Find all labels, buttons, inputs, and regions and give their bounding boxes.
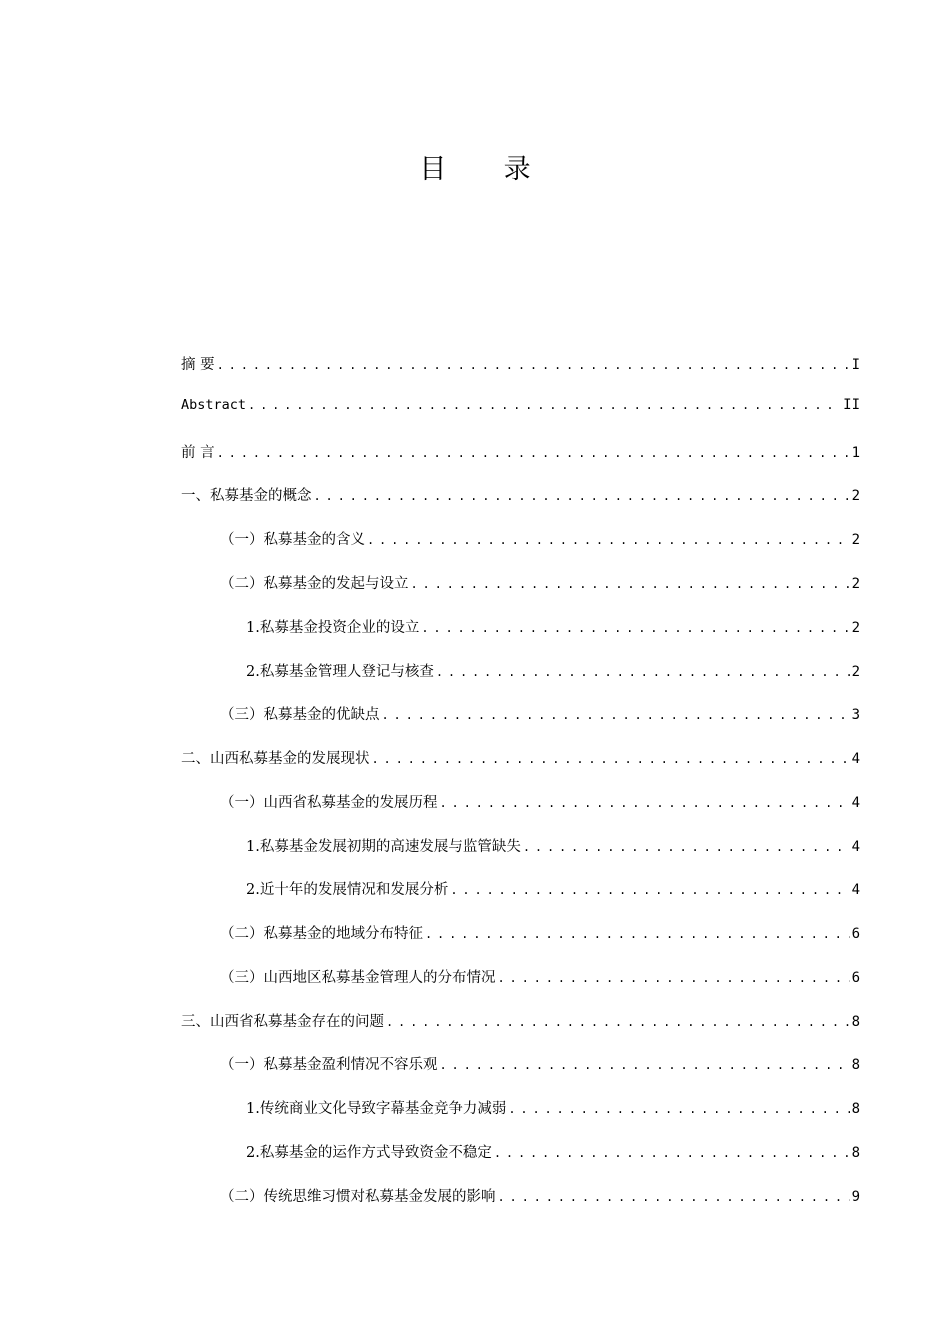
toc-entry-label: Abstract	[181, 397, 247, 413]
toc-entry[interactable]	[220, 703, 860, 725]
toc-dot-leader	[450, 883, 849, 897]
toc-page-number: 4	[851, 882, 860, 898]
toc-dot-leader	[382, 708, 850, 722]
toc-entry-label: 一、私募基金的概念	[181, 488, 312, 504]
toc-entry-label: 三、山西省私募基金存在的问题	[181, 1014, 384, 1030]
toc-page-number: 1	[851, 445, 860, 461]
toc-entry-label: （三）山西地区私募基金管理人的分布情况	[220, 970, 496, 986]
toc-page-number: 2	[851, 576, 860, 592]
toc-entry[interactable]	[220, 572, 860, 594]
toc-page-number: II	[843, 397, 860, 413]
toc-dot-leader	[314, 489, 850, 503]
toc-entry[interactable]	[220, 1053, 860, 1075]
toc-entry-label: 二、山西私募基金的发展现状	[181, 751, 370, 767]
toc-entry-label: （二）传统思维习惯对私募基金发展的影响	[220, 1189, 496, 1205]
toc-page-number: 2	[851, 664, 860, 680]
toc-page-number: 8	[851, 1014, 860, 1030]
toc-entry-label: 2.近十年的发展情况和发展分析	[246, 882, 449, 898]
toc-entry[interactable]	[246, 835, 860, 857]
toc-entry-label: 2.私募基金的运作方式导致资金不稳定	[246, 1145, 492, 1161]
toc-entry[interactable]	[181, 441, 860, 463]
toc-entry-label: （三）私募基金的优缺点	[220, 707, 380, 723]
toc-entry[interactable]	[181, 1010, 860, 1032]
toc-page-number: 8	[851, 1057, 860, 1073]
toc-entry-label: 2.私募基金管理人登记与核查	[246, 664, 434, 680]
toc-entry[interactable]	[246, 616, 860, 638]
toc-page-number: 4	[851, 751, 860, 767]
toc-dot-leader	[440, 796, 850, 810]
toc-entry[interactable]	[220, 966, 860, 988]
toc-page-number: 4	[851, 795, 860, 811]
toc-entry-label: 1.私募基金发展初期的高速发展与监管缺失	[246, 839, 521, 855]
toc-entry[interactable]	[181, 397, 860, 419]
toc-dot-leader	[436, 665, 850, 679]
toc-page-number: 2	[851, 532, 860, 548]
toc-dot-leader	[508, 1102, 849, 1116]
toc-page-number: I	[851, 357, 860, 373]
toc-dot-leader	[498, 1190, 850, 1204]
toc-page-number: 4	[851, 839, 860, 855]
toc-entry-label: 1.传统商业文化导致字幕基金竞争力减弱	[246, 1101, 507, 1117]
toc-entry-label: （二）私募基金的发起与设立	[220, 576, 409, 592]
toc-entry[interactable]	[246, 878, 860, 900]
toc-entry[interactable]	[246, 660, 860, 682]
toc-dot-leader	[498, 971, 850, 985]
toc-dot-leader	[248, 398, 841, 412]
toc-entry[interactable]	[246, 1141, 860, 1163]
toc-entry-label: （一）私募基金的含义	[220, 532, 365, 548]
toc-page-number: 3	[851, 707, 860, 723]
toc-page-number: 6	[851, 970, 860, 986]
toc-entry-label: 1.私募基金投资企业的设立	[246, 620, 420, 636]
toc-entry[interactable]	[181, 484, 860, 506]
toc-dot-leader	[372, 752, 850, 766]
toc-page-number: 2	[851, 620, 860, 636]
toc-entry-label: （二）私募基金的地域分布特征	[220, 926, 423, 942]
toc-dot-leader	[440, 1058, 850, 1072]
toc-page-number: 6	[851, 926, 860, 942]
toc-entry[interactable]	[246, 1097, 860, 1119]
toc-entry[interactable]	[220, 791, 860, 813]
toc-entry[interactable]	[181, 747, 860, 769]
toc-entry-label: （一）山西省私募基金的发展历程	[220, 795, 438, 811]
toc-dot-leader	[386, 1015, 850, 1029]
toc-dot-leader	[217, 358, 850, 372]
toc-dot-leader	[217, 446, 850, 460]
toc-entry[interactable]	[220, 528, 860, 550]
toc-dot-leader	[523, 840, 850, 854]
toc-entry[interactable]	[181, 353, 860, 375]
toc-entry[interactable]	[220, 1185, 860, 1207]
toc-entry-label: （一）私募基金盈利情况不容乐观	[220, 1057, 438, 1073]
toc-page-number: 2	[851, 488, 860, 504]
toc-entry-label: 摘 要	[181, 357, 215, 373]
toc-page-number: 8	[851, 1145, 860, 1161]
toc-page-number: 9	[851, 1189, 860, 1205]
toc-page-number: 8	[851, 1101, 860, 1117]
page-title: 目 录	[419, 154, 555, 185]
toc-entry-label: 前 言	[181, 445, 215, 461]
toc-dot-leader	[411, 577, 850, 591]
toc-dot-leader	[367, 533, 850, 547]
toc-dot-leader	[421, 621, 849, 635]
toc-dot-leader	[494, 1146, 850, 1160]
toc-dot-leader	[425, 927, 850, 941]
toc-entry[interactable]	[220, 922, 860, 944]
